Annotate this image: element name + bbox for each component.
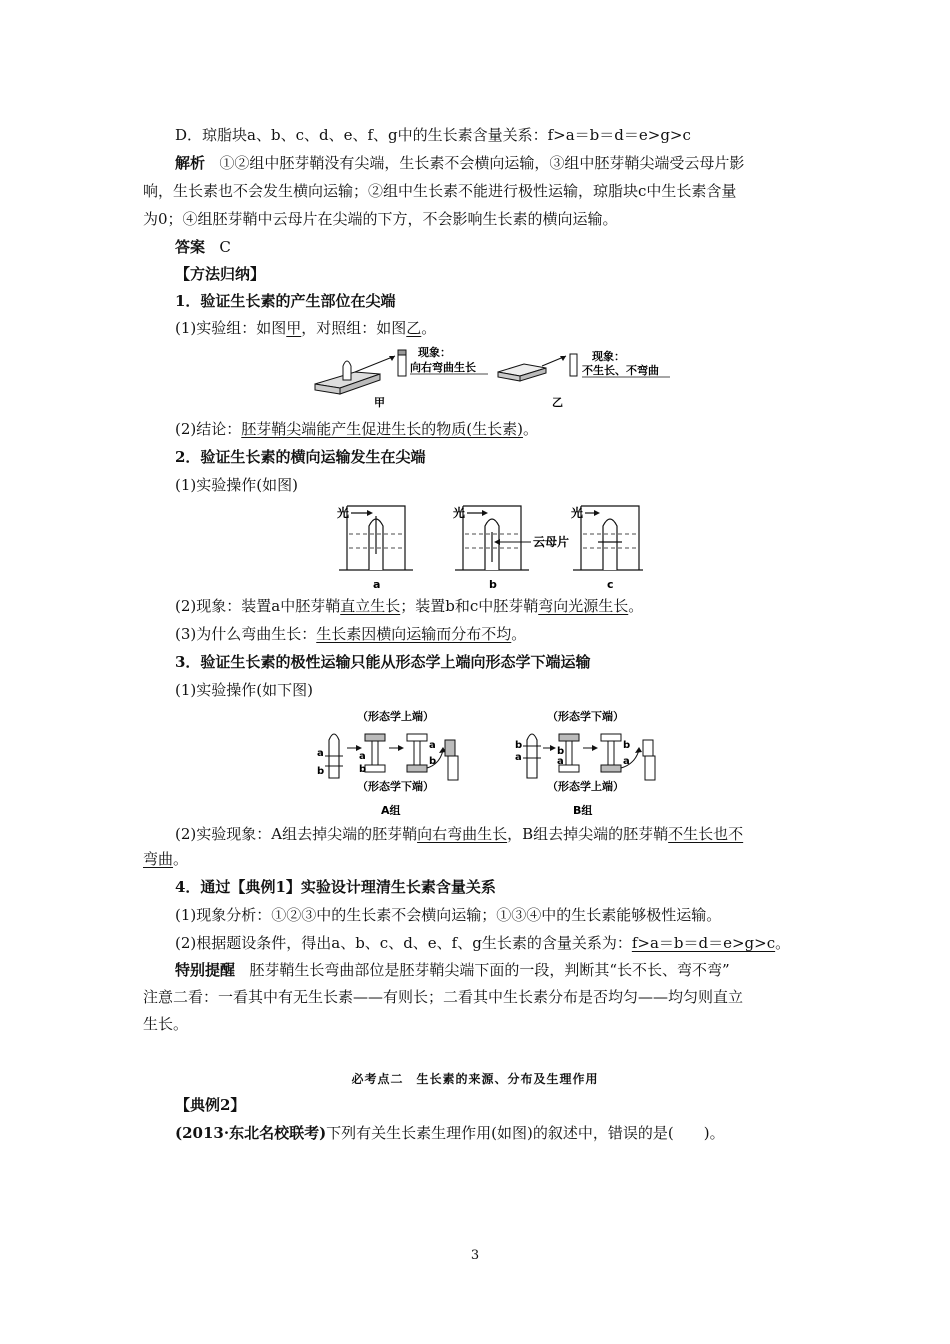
figure-lateral-transport [325,500,645,592]
answer-value: C [219,238,231,256]
group-a-result-coleoptile [448,756,458,780]
group-a-segment-1 [372,741,378,765]
group-a-block-1-bottom [365,765,385,772]
example-text: 下列有关生长素生理作用(如图)的叙述中，错误的是( )。 [326,1124,725,1142]
light-arrowhead-c [594,510,600,516]
example-question [175,1122,725,1144]
section-3-line-1: (1)实验操作(如下图) [175,681,313,699]
coleoptile-tip [343,361,351,380]
group-a-bottom-label: （形态学下端） [357,780,434,793]
device-label-b: b [489,578,497,591]
s1-l1-c: ，对照组：如图 [301,319,407,337]
s1-l2-conclusion: 胚芽鞘尖端能产生促进生长的物质(生长素) [241,420,523,438]
group-a-arrowhead-2 [398,745,404,751]
section-2-line-1: (1)实验操作(如图) [175,476,298,494]
section-3-line-3 [143,848,188,870]
section-heading: 必考点二 生长素的来源、分布及生理作用 [351,1072,599,1086]
example-label: 【典例2】 [175,1096,246,1114]
group-a-label-b2: b [359,764,367,775]
group-a-label-b: b [317,766,325,777]
answer-line [175,236,231,258]
group-b-label-b2: b [557,746,565,757]
analysis-text-1: ①②组中胚芽鞘没有尖端，生长素不会横向运输，③组中胚芽鞘尖端受云母片影 [219,154,745,172]
s1-l1-yi: 乙 [406,319,422,337]
analysis-line-1 [175,152,744,174]
s1-l1-jia: 甲 [286,319,302,337]
group-b-top-label: （形态学下端） [547,710,624,723]
group-b-bottom-label: （形态学上端） [547,780,624,793]
section-1-line-1 [175,317,436,339]
group-b-label-a2: a [557,756,564,767]
phenomenon-1-text: 向右弯曲生长 [410,361,476,374]
analysis-label: 解析 [175,154,206,172]
tip-line-3: 生长。 [143,1015,189,1033]
arrow-1-line [355,356,395,372]
mica-label: 云母片 [533,535,570,549]
phenomenon-2-text: 不生长、不弯曲 [582,364,659,377]
group-b-agar [643,740,653,756]
group-a-caption: A组 [381,804,401,817]
s2-l3-a: (3)为什么弯曲生长： [175,625,317,643]
light-arrowhead-b [482,510,488,516]
group-b-block-2-bottom [601,765,621,772]
s4-l2-relation: f>a＝b＝d＝e>g>c [631,934,776,952]
tip-line-1 [175,959,730,981]
s2-l2-e: 。 [628,597,644,615]
group-b-block-2-top [601,734,621,741]
group-b-curve-head [635,747,642,753]
section-1-title: 1．验证生长素的产生部位在尖端 [175,292,396,310]
figure-tip-experiment [310,344,680,410]
section-4-line-2 [175,932,790,954]
phenomenon-2-title: 现象： [592,350,625,363]
answer-label: 答案 [175,238,206,256]
group-a-diagram [317,709,458,817]
device-label-a: a [373,578,381,591]
figure-polar-transport [315,704,690,822]
s3-l3-a: 弯曲 [143,850,174,868]
group-a-label-a2: a [359,751,366,762]
decapitated-coleoptile-yi [570,354,577,376]
group-b-segment-1 [566,741,572,765]
s3-l2-a: (2)实验现象：A组去掉尖端的胚芽鞘 [175,825,418,843]
group-b-arrowhead-2 [592,745,598,751]
device-b [453,505,569,591]
s2-l2-upright: 直立生长 [340,597,401,615]
light-label-c: 光 [571,506,584,520]
group-a-segment-2 [414,741,420,765]
s2-l2-c: ；装置b和c中胚芽鞘 [400,597,539,615]
group-a-label-a3: a [429,740,436,751]
group-a-label-b3: b [429,756,437,767]
group-a-block-2-bottom [407,765,427,772]
option-d: D．琼脂块a、b、c、d、e、f、g中的生长素含量关系：f>a＝b＝d＝e>g>c [175,126,691,144]
s2-l2-bend: 弯向光源生长 [538,597,629,615]
light-arrowhead-a [367,510,373,516]
example-source: (2013·东北名校联考) [175,1124,327,1142]
group-b-label-b: b [515,740,523,751]
s1-l1-e: 。 [421,319,437,337]
s2-l3-c: 。 [511,625,527,643]
phenomenon-1-title: 现象： [418,346,451,359]
section-2-line-3 [175,623,526,645]
section-4-title: 4．通过【典例1】实验设计理清生长素含量关系 [175,878,496,896]
s3-l3-b: 。 [173,850,189,868]
s3-l2-no-growth: 不生长也不 [668,825,744,843]
s2-l2-a: (2)现象：装置a中胚芽鞘 [175,597,341,615]
group-a-block-1-top [365,734,385,741]
tip-label: 特别提醒 [175,961,236,979]
device-label-c: c [607,578,614,591]
coleoptile-c [603,519,617,570]
tip-line-2: 注意二看：一看其中有无生长素——有则长；二看其中生长素分布是否均匀——均匀则直立 [143,988,744,1006]
s1-l2-c: 。 [522,420,538,438]
group-b-caption: B组 [573,804,593,817]
section-1-line-2 [175,418,538,440]
s4-l2-c: 。 [775,934,791,952]
section-2-line-2 [175,595,643,617]
group-b-segment-2 [608,741,614,765]
device-c [571,505,643,591]
s1-l1-a: (1)实验组：如图 [175,319,287,337]
analysis-line-2: 响，生长素也不会发生横向运输；②组中生长素不能进行极性运输，琼脂块c中生长素含量 [143,182,737,200]
group-b-label-a3: a [623,756,630,767]
s4-l2-a: (2)根据题设条件，得出a、b、c、d、e、f、g生长素的含量关系为： [175,934,632,952]
group-b-label-a: a [515,752,522,763]
s1-l2-a: (2)结论： [175,420,242,438]
group-b-arrowhead-1 [550,745,556,751]
page-number: 3 [470,1248,480,1263]
s3-l2-bend-right: 向右弯曲生长 [417,825,508,843]
method-title: 【方法归纳】 [175,265,266,283]
group-a-agar [445,740,455,756]
light-label-b: 光 [453,506,466,520]
group-b-diagram [515,709,655,817]
label-jia: 甲 [374,396,385,409]
group-b-block-1-top [559,734,579,741]
section-4-line-1: (1)现象分析：①②③中的生长素不会横向运输；①③④中的生长素能够极性运输。 [175,906,722,924]
light-label-a: 光 [337,506,350,520]
group-b-result-coleoptile [645,756,655,780]
group-a-top-label: （形态学上端） [357,710,434,723]
group-b-coleoptile [527,734,537,778]
s2-l3-reason: 生长素因横向运输而分布不均 [316,625,512,643]
section-3-title: 3．验证生长素的极性运输只能从形态学上端向形态学下端运输 [175,653,591,671]
s3-l2-c: ，B组去掉尖端的胚芽鞘 [507,825,669,843]
agar-cap-jia [398,350,406,355]
section-3-line-2 [175,823,743,845]
group-b-label-b3: b [623,740,631,751]
label-yi: 乙 [552,396,563,409]
device-a [337,505,413,591]
group-a-block-2-top [407,734,427,741]
section-2-title: 2．验证生长素的横向运输发生在尖端 [175,448,426,466]
tip-text-1: 胚芽鞘生长弯曲部位是胚芽鞘尖端下面的一段，判断其“长不长、弯不弯” [249,961,730,979]
analysis-line-3: 为0；④组胚芽鞘中云母片在尖端的下方，不会影响生长素的横向运输。 [143,210,618,228]
group-a-label-a: a [317,748,324,759]
